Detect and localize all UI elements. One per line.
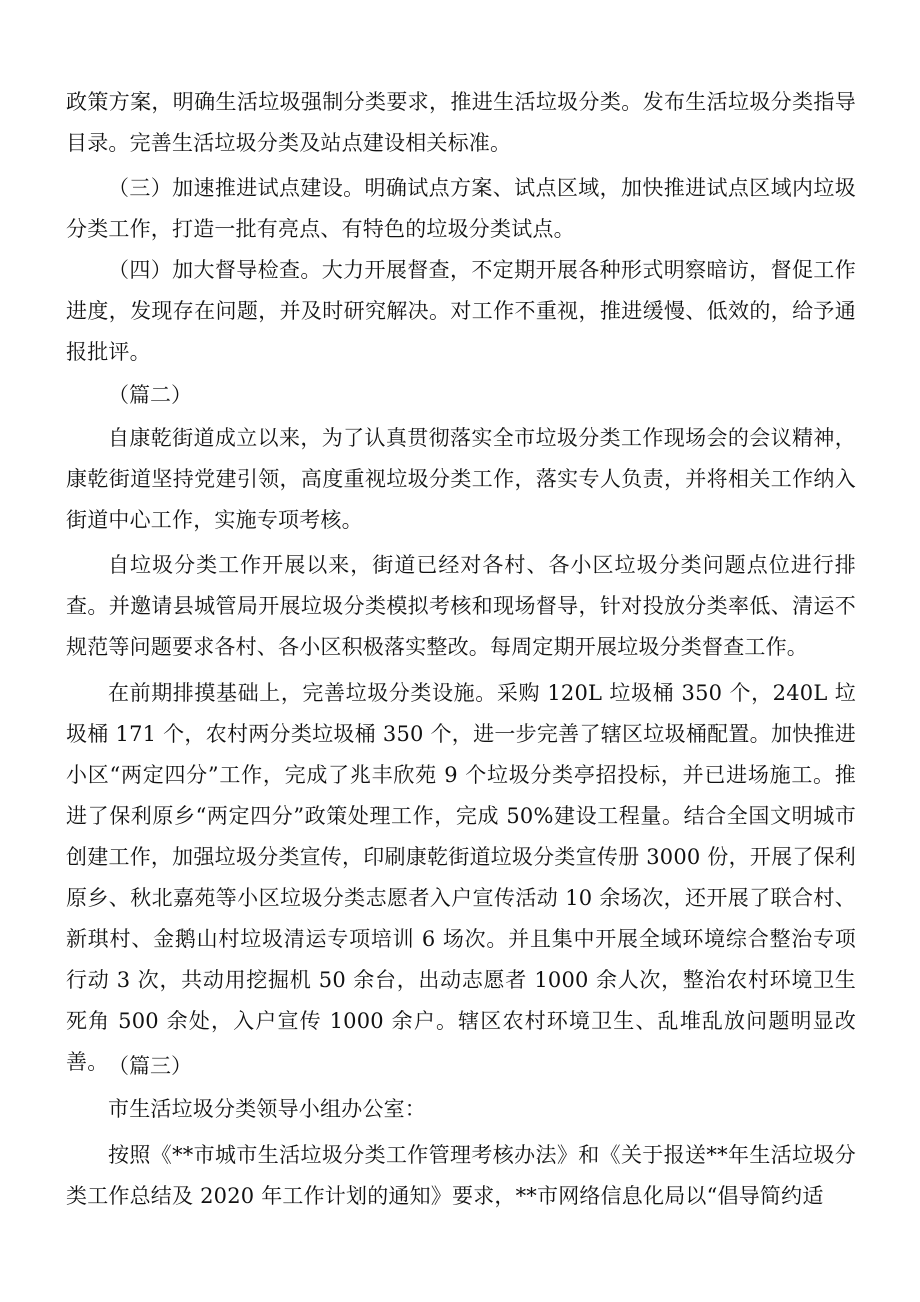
- section-heading-part-two: （篇二）: [108, 383, 192, 407]
- paragraph-policy-plan: 政策方案，明确生活垃圾强制分类要求，推进生活垃圾分类。发布生活垃圾分类指导目录。完善生活垃圾分类及站点建设相关标准。: [66, 90, 856, 155]
- paragraph-according-to: 按照《**市城市生活垃圾分类工作管理考核办法》和《关于报送**年生活垃圾分类工作总结及 2020 年工作计划的通知》要求，**市网络信息化局以“倡导简约适: [66, 1143, 856, 1208]
- letter-recipient: 市生活垃圾分类领导小组办公室：: [108, 1097, 426, 1121]
- paragraph-supervision-inspection: （四）加大督导检查。大力开展督查，不定期开展各种形式明察暗访，督促工作进度，发现存在问题，并及时研究解决。对工作不重视，推进缓慢、低效的，给予通报批评。: [66, 258, 856, 364]
- paragraph-pilot-construction: （三）加速推进试点建设。明确试点方案、试点区域，加快推进试点区域内垃圾分类工作，打造一批有亮点、有特色的垃圾分类试点。: [66, 176, 856, 241]
- section-heading-part-three: （篇三）: [108, 1054, 192, 1078]
- paragraph-facilities: 在前期排摸基础上，完善垃圾分类设施。采购 120L 垃圾桶 350 个，240L 垃圾桶 171 个，农村两分类垃圾桶 350 个，进一步完善了辖区垃圾桶配置。加快推进小区“两定四分”工作，完成了兆丰欣苑 9 个垃圾分类亭招投标，并已进场施工。推进了保利原乡“两定四分”政策处理工作，完成 50%建设工程量。结合全国文明城市创建工作，加强垃圾分类宣传，印刷康乾街道垃圾分类宣传册 3000 份，开展了保利原乡、秋北嘉苑等小区垃圾分类志愿者入户宣传活动 10 余场次，还开展了联合村、新琪村、金鹅山村垃圾清运专项培训 6 场次。并且集中开展全域环境综合整治专项行动 3 次，共动用挖掘机 50 余台，出动志愿者 1000 余人次，整治农村环境卫生死角 500 余处，入户宣传 1000 余户。辖区农村环境卫生、乱堆乱放问题明显改善。: [66, 681, 856, 1074]
- paragraph-kangqian-intro: 自康乾街道成立以来，为了认真贯彻落实全市垃圾分类工作现场会的会议精神，康乾街道坚持党建引领，高度重视垃圾分类工作，落实专人负责，并将相关工作纳入街道中心工作，实施专项考核。: [66, 426, 856, 532]
- paragraph-investigation: 自垃圾分类工作开展以来，街道已经对各村、各小区垃圾分类问题点位进行排查。并邀请县城管局开展垃圾分类模拟考核和现场督导，针对投放分类率低、清运不规范等问题要求各村、各小区积极落实整改。每周定期开展垃圾分类督查工作。: [66, 553, 856, 659]
